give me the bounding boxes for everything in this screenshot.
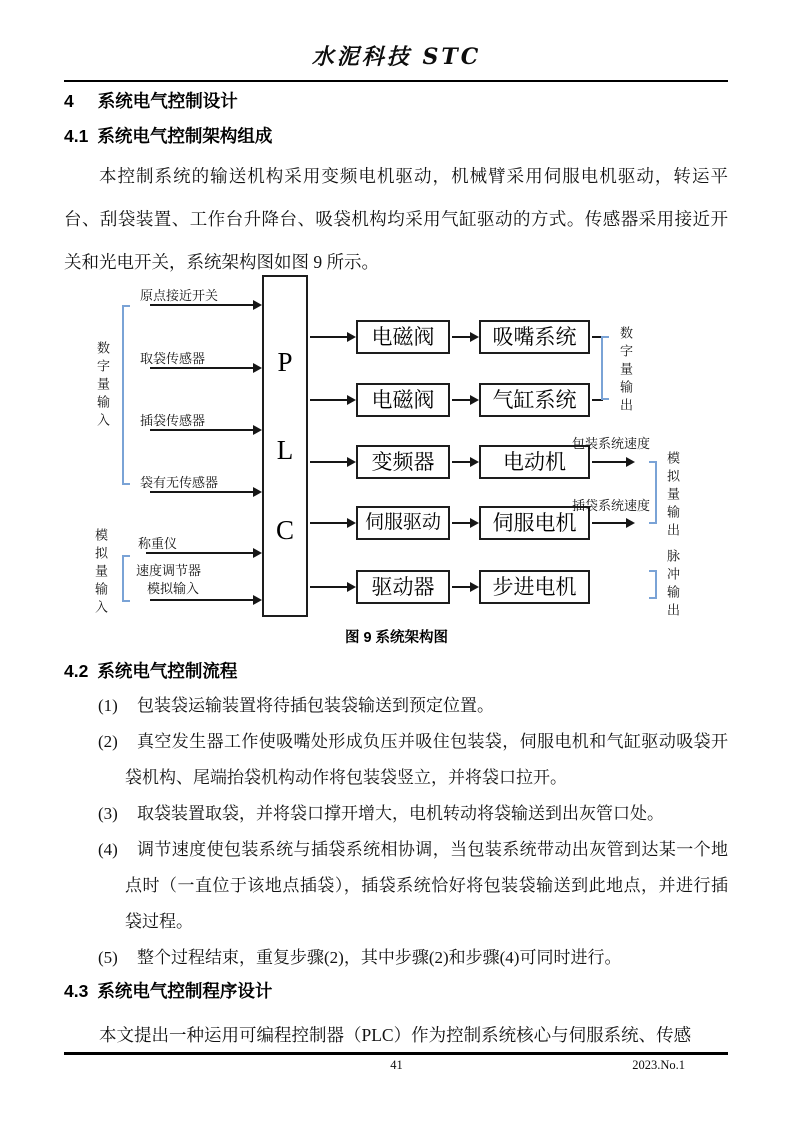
list-item-text: 真空发生器工作使吸嘴处形成负压并吸住包装袋，伺服电机和气缸驱动吸袋开袋机构、尾端抬袋机构动作将包装袋竖立，并将袋口拉开。 xyxy=(125,732,728,787)
arrowhead-icon xyxy=(253,363,262,373)
plc-letter-c: C xyxy=(275,515,294,545)
signal-label-bag-insert-system-speed: 插袋系统速度 xyxy=(571,498,650,513)
list-item-text: 取袋装置取袋，并将袋口撑开增大，电机转动将袋输送到出灰管口处。 xyxy=(137,804,664,823)
arrowhead-icon xyxy=(470,457,479,467)
heading-text: 系统电气控制程序设计 xyxy=(97,981,273,1001)
arrowhead-icon xyxy=(470,332,479,342)
list-item-number: (2) xyxy=(98,732,118,751)
inter-arrow xyxy=(452,586,470,588)
list-item-5 xyxy=(64,940,728,976)
heading-text: 系统电气控制设计 xyxy=(97,91,238,111)
inter-arrow xyxy=(452,399,470,401)
arrowhead-icon xyxy=(626,457,635,467)
list-item-3 xyxy=(64,796,728,832)
list-item-text: 包装袋运输装置将待插包装袋输送到预定位置。 xyxy=(137,696,494,715)
page-number: 41 xyxy=(390,1058,403,1072)
arrowhead-icon xyxy=(253,595,262,605)
arrowhead-icon xyxy=(253,425,262,435)
input-arrow xyxy=(146,552,253,554)
header-divider xyxy=(64,80,728,82)
driver-box-stepper-driver: 驱动器 xyxy=(356,570,450,604)
plc-output-arrow xyxy=(310,522,347,524)
input-label-bag-insert-sensor: 插袋传感器 xyxy=(140,413,206,428)
digital-output-group-label: 数字量输出 xyxy=(618,326,633,416)
list-item-number: (3) xyxy=(98,804,118,823)
figure-caption: 图 9 系统架构图 xyxy=(344,630,449,646)
arrowhead-icon xyxy=(470,518,479,528)
arrowhead-icon xyxy=(347,582,356,592)
journal-title: 水泥科技 STC xyxy=(311,44,482,70)
list-item-1 xyxy=(64,688,728,724)
plc-output-arrow xyxy=(310,399,347,401)
plc-output-arrow xyxy=(310,586,347,588)
input-arrow xyxy=(150,491,253,493)
figure-system-architecture xyxy=(0,272,793,654)
input-arrow xyxy=(150,367,253,369)
device-box-electric-motor: 电动机 xyxy=(479,445,590,479)
inter-arrow xyxy=(452,522,470,524)
input-label-line2: 模拟输入 xyxy=(147,581,200,596)
input-label-line1: 速度调节器 xyxy=(136,563,202,578)
paragraph-4-3: 本文提出一种运用可编程控制器（PLC）作为控制系统核心与伺服系统、传感 xyxy=(99,1025,692,1045)
pulse-output-bracket xyxy=(649,570,657,599)
device-box-suction-nozzle-system: 吸嘴系统 xyxy=(479,320,590,354)
out-arrow xyxy=(592,522,626,524)
device-box-cylinder-system: 气缸系统 xyxy=(479,383,590,417)
input-arrow xyxy=(150,304,253,306)
driver-box-solenoid-valve-1: 电磁阀 xyxy=(356,320,450,354)
digital-input-bracket xyxy=(122,305,130,485)
device-box-servo-motor: 伺服电机 xyxy=(479,506,590,540)
heading-section-4-1 xyxy=(64,123,272,148)
arrowhead-icon xyxy=(470,395,479,405)
input-label-speed-regulator xyxy=(136,562,201,598)
heading-text: 系统电气控制架构组成 xyxy=(97,126,273,146)
pulse-output-group-label: 脉冲输出 xyxy=(665,549,680,621)
plc-box xyxy=(262,275,308,617)
inter-arrow xyxy=(452,336,470,338)
issue-number: 2023.No.1 xyxy=(632,1058,685,1072)
input-arrow xyxy=(150,599,253,601)
list-item-text: 整个过程结束，重复步骤(2)，其中步骤(2)和步骤(4)可同时进行。 xyxy=(137,948,622,967)
arrowhead-icon xyxy=(626,518,635,528)
out-arrow xyxy=(592,461,626,463)
plc-letter-p: P xyxy=(277,347,293,377)
paragraph-4-1: 本控制系统的输送机构采用变频电机驱动，机械臂采用伺服电机驱动，转运平台、刮袋装置、工作台升降台、吸袋机构均采用气缸驱动的方式。传感器采用接近开关和光电开关，系统架构图如图 9 所示。 xyxy=(64,166,728,272)
list-item-number: (1) xyxy=(98,696,118,715)
arrowhead-icon xyxy=(347,518,356,528)
plc-letter-l: L xyxy=(276,435,294,465)
heading-number: 4.1 xyxy=(64,126,89,146)
list-item-number: (5) xyxy=(98,948,118,967)
arrowhead-icon xyxy=(347,457,356,467)
arrowhead-icon xyxy=(347,332,356,342)
signal-label-packaging-system-speed: 包装系统速度 xyxy=(571,436,650,451)
arrowhead-icon xyxy=(253,487,262,497)
heading-number: 4 xyxy=(64,91,74,111)
list-item-text: 调节速度使包装系统与插袋系统相协调，当包装系统带动出灰管到达某一个地点时（一直位于该地点插袋），插袋系统恰好将包装袋输送到此地点，并进行插袋过程。 xyxy=(125,840,728,931)
input-label-origin-proximity-switch: 原点接近开关 xyxy=(140,288,219,303)
footer-divider xyxy=(64,1052,728,1055)
input-arrow xyxy=(150,429,253,431)
arrowhead-icon xyxy=(347,395,356,405)
list-item-2 xyxy=(64,724,728,796)
heading-section-4-3 xyxy=(64,978,272,1003)
driver-box-frequency-converter: 变频器 xyxy=(356,445,450,479)
list-item-number: (4) xyxy=(98,840,118,859)
heading-text: 系统电气控制流程 xyxy=(97,661,238,681)
plc-output-arrow xyxy=(310,461,347,463)
driver-box-solenoid-valve-2: 电磁阀 xyxy=(356,383,450,417)
arrowhead-icon xyxy=(470,582,479,592)
heading-number: 4.2 xyxy=(64,661,89,681)
analog-input-group-label: 模拟量输入 xyxy=(93,528,108,618)
analog-output-bracket xyxy=(649,461,657,524)
digital-output-bracket xyxy=(601,336,609,400)
heading-number: 4.3 xyxy=(64,981,89,1001)
input-label-bag-presence-sensor: 袋有无传感器 xyxy=(140,475,219,490)
heading-section-4 xyxy=(64,88,238,113)
input-label-weighing-instrument: 称重仪 xyxy=(138,536,178,551)
inter-arrow xyxy=(452,461,470,463)
plc-output-arrow xyxy=(310,336,347,338)
arrowhead-icon xyxy=(253,548,262,558)
digital-input-group-label: 数字量输入 xyxy=(95,341,110,431)
device-box-stepper-motor: 步进电机 xyxy=(479,570,590,604)
analog-output-group-label: 模拟量输出 xyxy=(665,451,680,541)
input-label-bag-pick-sensor: 取袋传感器 xyxy=(140,351,206,366)
heading-section-4-2 xyxy=(64,658,237,683)
driver-box-servo-drive: 伺服驱动 xyxy=(356,506,450,540)
list-item-4 xyxy=(64,832,728,940)
arrowhead-icon xyxy=(253,300,262,310)
analog-input-bracket xyxy=(122,555,130,602)
